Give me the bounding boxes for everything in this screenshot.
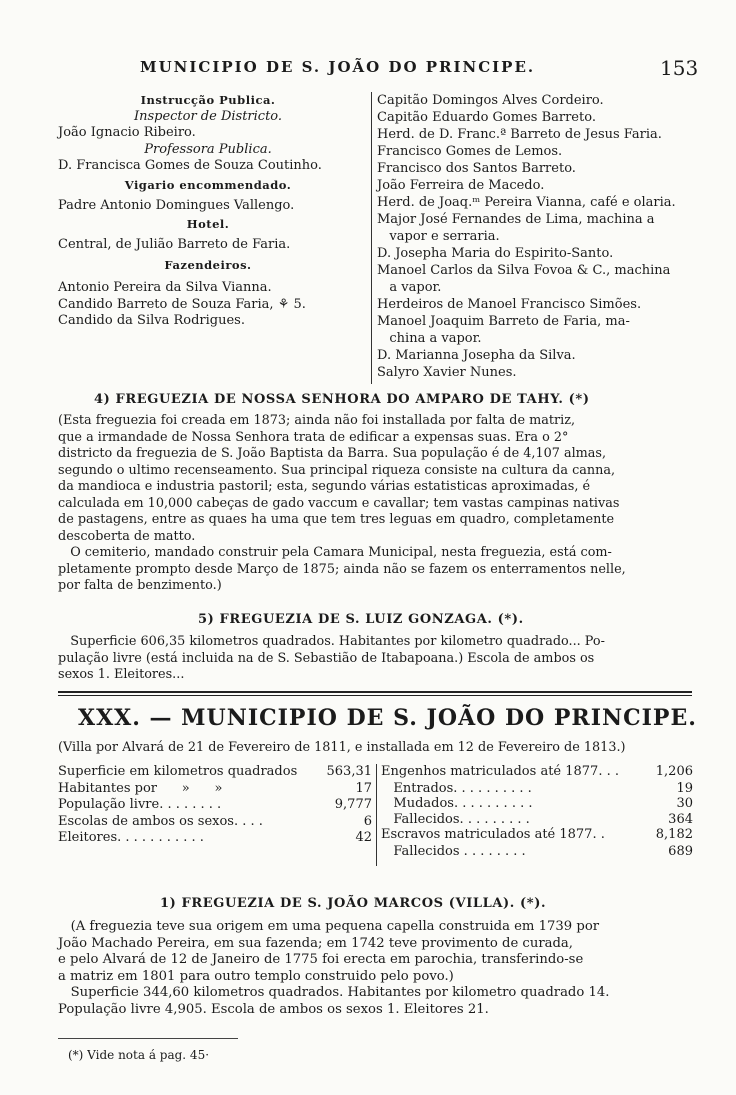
row-value: 30	[676, 796, 693, 811]
list-item: João Ignacio Ribeiro.	[58, 125, 196, 141]
list-item: china a vapor.	[377, 331, 482, 346]
text-line: descoberta de matto.	[58, 528, 196, 544]
text-line: (Esta freguezia foi creada em 1873; ainda não foi installada por falta de matriz,	[58, 413, 576, 428]
list-item: Manoel Carlos da Silva Fovoa & C., machina	[377, 263, 671, 278]
running-header: MUNICIPIO DE S. JOÃO DO PRINCIPE.	[140, 58, 536, 76]
section5-body	[58, 634, 696, 684]
text-line: de pastagens, entre as quaes ha uma que tem tres leguas em quadro, completamente	[58, 512, 615, 527]
section5-heading: 5) FREGUEZIA DE S. LUIZ GONZAGA. (*).	[198, 612, 524, 627]
row-label: Eleitores. . . . . . . . . . .	[58, 830, 204, 845]
list-item: Antonio Pereira da Silva Vianna.	[58, 279, 272, 295]
list-item: vapor e serraria.	[377, 229, 500, 244]
row-value: 9,777	[334, 797, 372, 812]
row-value: 364	[668, 811, 693, 827]
table-row	[381, 781, 693, 797]
footnote: (*) Vide nota á pag. 45·	[68, 1048, 210, 1062]
heading-inspector: Inspector de Districto.	[133, 108, 283, 124]
text-line: da mandioca e industria pastoril; esta, segundo várias estatisticas aproximadas, é	[58, 479, 591, 494]
list-item: Herdeiros de Manoel Francisco Simões.	[377, 297, 642, 312]
table-row	[381, 796, 693, 812]
list-item: Francisco Gomes de Lemos.	[377, 144, 563, 159]
list-item: D. Francisca Gomes de Souza Coutinho.	[58, 158, 322, 174]
text-line: calculada em 10,000 cabeças de gado vaccum e cavallar; tem vastas campinas nativas	[58, 495, 620, 511]
row-label: Fallecidos . . . . . . . .	[381, 843, 526, 859]
heading-vigario: Vigario encommendado.	[124, 177, 292, 192]
divider-rule	[58, 695, 692, 696]
list-item: Central, de Julião Barreto de Faria.	[58, 236, 291, 252]
list-item: Herd. de D. Franc.ª Barreto de Jesus Faria.	[377, 127, 662, 142]
text-line: O cemiterio, mandado construir pela Camara Municipal, nesta freguezia, está com-	[58, 545, 612, 560]
table-row	[58, 797, 372, 814]
footnote-rule	[58, 1038, 238, 1039]
row-label: Entrados. . . . . . . . . .	[381, 780, 532, 796]
row-value: 8,182	[655, 827, 693, 842]
column-divider	[371, 92, 372, 384]
row-label: Fallecidos. . . . . . . . .	[381, 811, 530, 827]
row-label: Habitantes por » »	[58, 780, 223, 796]
list-item: D. Marianna Josepha da Silva.	[377, 348, 576, 363]
list-item: Candido Barreto de Souza Faria, ⚘ 5.	[58, 296, 306, 312]
table-row	[58, 764, 372, 781]
table-row	[381, 764, 693, 781]
freguezia1-heading: 1) FREGUEZIA DE S. JOÃO MARCOS (VILLA). (*).	[160, 896, 547, 911]
list-item: Capitão Eduardo Gomes Barreto.	[377, 110, 596, 125]
text-line: (A freguezia teve sua origem em uma pequena capella construida em 1739 por	[58, 919, 600, 934]
row-label: Escolas de ambos os sexos. . . .	[58, 813, 263, 829]
text-line: João Machado Pereira, em sua fazenda; em 1742 teve provimento de curada,	[58, 935, 573, 951]
heading-hotel: Hotel.	[186, 217, 230, 232]
text-line: Superficie 606,35 kilometros quadrados. Habitantes por kilometro quadrado... Po-	[58, 634, 605, 649]
row-value: 1,206	[655, 764, 693, 779]
freguezia1-body	[58, 919, 696, 1018]
heading-instrucao: Instrucção Publica.	[140, 93, 276, 107]
table-row	[58, 830, 372, 847]
list-item: D. Josepha Maria do Espirito-Santo.	[377, 246, 614, 261]
right-column	[377, 92, 697, 381]
text-line: População livre 4,905. Escola de ambos os sexos 1. Eleitores 21.	[58, 1001, 489, 1017]
row-label: Engenhos matriculados até 1877. . .	[381, 764, 619, 779]
list-item: João Ferreira de Macedo.	[377, 178, 545, 193]
text-line: Superficie 344,60 kilometros quadrados. Habitantes por kilometro quadrado 14.	[58, 985, 610, 1000]
row-value: 17	[355, 780, 372, 796]
table-row	[58, 814, 372, 831]
row-label: Mudados. . . . . . . . . .	[381, 796, 533, 811]
municipio-subtitle: (Villa por Alvará de 21 de Fevereiro de 1811, e installada em 12 de Fevereiro de 1813.)	[58, 740, 626, 755]
list-item: a vapor.	[377, 280, 442, 295]
text-line: e pelo Alvará de 12 de Janeiro de 1775 foi erecta em parochia, transferindo-se	[58, 952, 584, 967]
list-item: Herd. de Joaq.ᵐ Pereira Vianna, café e olaria.	[377, 195, 676, 210]
section4-heading: 4) FREGUEZIA DE NOSSA SENHORA DO AMPARO DE TAHY. (*)	[94, 392, 590, 407]
table-divider	[376, 764, 377, 866]
row-label: Escravos matriculados até 1877. .	[381, 827, 605, 842]
list-item: Capitão Domingos Alves Cordeiro.	[377, 93, 604, 108]
list-item: Major José Fernandes de Lima, machina a	[377, 212, 655, 227]
text-line: por falta de benzimento.)	[58, 578, 222, 593]
table-row	[381, 844, 693, 861]
list-item: Candido da Silva Rodrigues.	[58, 313, 245, 329]
row-value: 42	[355, 830, 372, 845]
list-item: Francisco dos Santos Barreto.	[377, 161, 576, 176]
stats-table-right	[381, 764, 693, 860]
text-line: pulação livre (está incluida na de S. Sebastião de Itabapoana.) Escola de ambos os	[58, 650, 595, 666]
divider-rule	[58, 691, 692, 693]
section4-body	[58, 413, 696, 595]
row-value: 6	[363, 813, 372, 829]
text-line: sexos 1. Eleitores...	[58, 667, 185, 682]
left-column	[58, 92, 358, 330]
page-number: 153	[660, 56, 699, 80]
row-value: 689	[668, 843, 693, 859]
row-label: Superficie em kilometros quadrados	[58, 764, 298, 779]
text-line: a matriz em 1801 para outro templo construido pelo povo.)	[58, 968, 454, 984]
stats-table-left	[58, 764, 372, 847]
row-value: 19	[676, 780, 693, 796]
municipio-title: XXX. — MUNICIPIO DE S. JOÃO DO PRINCIPE.	[78, 705, 697, 731]
text-line: districto da freguezia de S. João Baptista da Barra. Sua população é de 4,107 almas,	[58, 446, 607, 461]
list-item: Manoel Joaquim Barreto de Faria, ma-	[377, 314, 630, 329]
text-line: que a irmandade de Nossa Senhora trata de edificar a expensas suas. Era o 2°	[58, 429, 569, 445]
row-label: População livre. . . . . . . .	[58, 797, 222, 812]
table-row	[381, 812, 693, 828]
heading-fazendeiros: Fazendeiros.	[164, 258, 252, 273]
table-row	[58, 781, 372, 798]
table-row	[381, 827, 693, 844]
row-value: 563,31	[326, 764, 372, 779]
heading-professora: Professora Publica.	[144, 141, 272, 157]
list-item: Padre Antonio Domingues Vallengo.	[58, 197, 295, 213]
text-line: pletamente prompto desde Março de 1875; ainda não se fazem os enterramentos nelle,	[58, 561, 626, 577]
text-line: segundo o ultimo recenseamento. Sua principal riqueza consiste na cultura da canna,	[58, 462, 616, 478]
list-item: Salyro Xavier Nunes.	[377, 365, 517, 380]
